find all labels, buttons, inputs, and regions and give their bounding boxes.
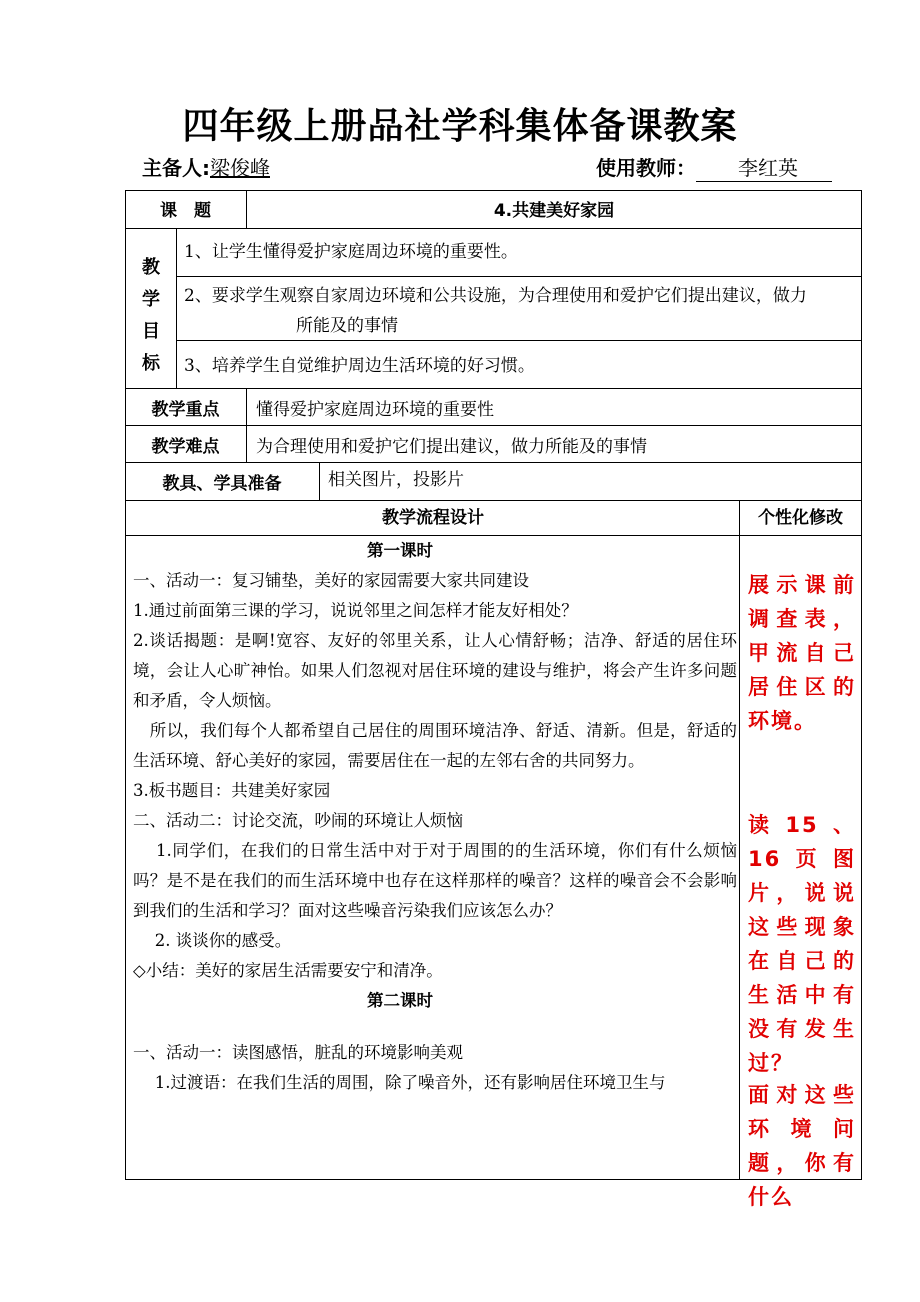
page-title: 四年级上册品社学科集体备课教案 <box>182 106 738 147</box>
topic-label: 课 题 <box>160 201 211 221</box>
goals-label-char: 目 <box>142 321 160 342</box>
activity-2-step-2: 2. 谈谈你的感受。 <box>133 931 292 950</box>
lesson2-activity-1-step-1: 1.过渡语：在我们生活的周围，除了噪音外，还有影响居住环境卫生与 <box>133 1073 666 1092</box>
lesson1-heading: 第一课时 <box>367 541 433 560</box>
flow-header: 教学流程设计 <box>382 508 484 528</box>
difficult-label: 教学难点 <box>151 437 220 457</box>
lesson2-activity-1: 一、活动一：读图感悟，脏乱的环境影响美观 <box>133 1043 463 1062</box>
teacher-line <box>596 152 832 182</box>
table-divider <box>739 500 740 1180</box>
preparer-label: 主备人: <box>142 156 210 180</box>
table-divider <box>176 228 177 388</box>
goal-2: 2、要求学生观察自家周边环境和公共设施，为合理使用和爱护它们提出建议，做力 <box>184 286 807 306</box>
table-divider <box>125 500 862 501</box>
activity-1: 一、活动一：复习铺垫，美好的家园需要大家共同建设 <box>133 571 529 590</box>
goals-label-char: 标 <box>142 353 160 374</box>
preparer-value: 梁俊峰 <box>210 156 270 180</box>
activity-2-step-1: 1.同学们，在我们的日常生活中对于对于周围的的生活环境，你们有什么烦恼吗？是不是在我们的而生活环境中也存在这样那样的噪音？这样的噪音会不会影响到我们的生活和学习？面对这些噪音污染我们应该怎么办？ <box>133 841 737 920</box>
tools-label: 教具、学具准备 <box>162 474 282 494</box>
table-divider <box>176 340 862 341</box>
table-divider <box>176 276 862 277</box>
goal-1: 1、让学生懂得爱护家庭周边环境的重要性。 <box>184 242 518 262</box>
activity-1-step-2: 2.谈话揭题：是啊!宽容、友好的邻里关系，让人心情舒畅；洁净、舒适的居住环境，会让人心旷神怡。如果人们忽视对居住环境的建设与维护，将会产生许多问题和矛盾，令人烦恼。 <box>133 631 737 710</box>
goals-label-char: 学 <box>142 289 160 310</box>
teacher-label: 使用教师： <box>596 156 696 180</box>
topic-value: 4.共建美好家园 <box>493 201 615 221</box>
goals-label-char: 教 <box>142 257 160 278</box>
key-label: 教学重点 <box>151 400 220 420</box>
tools-value: 相关图片，投影片 <box>328 470 464 490</box>
lesson2-heading: 第二课时 <box>367 991 433 1010</box>
table-divider <box>125 462 862 463</box>
table-divider <box>246 388 247 462</box>
table-divider <box>125 388 862 389</box>
activity-2: 二、活动二：讨论交流，吵闹的环境让人烦恼 <box>133 811 463 830</box>
teacher-value: 李红英 <box>696 152 832 182</box>
goal-2-cont: 所能及的事情 <box>296 316 398 336</box>
flow-content <box>133 536 737 1098</box>
table-divider <box>125 425 862 426</box>
summary: ◇小结：美好的家居生活需要安宁和清净。 <box>133 961 443 980</box>
custom-note-3: 面对这些环境问题，你有什么 <box>748 1083 856 1209</box>
difficult-value: 为合理使用和爱护它们提出建议，做力所能及的事情 <box>256 437 647 457</box>
key-value: 懂得爱护家庭周边环境的重要性 <box>256 400 494 420</box>
custom-note-2: 读15、16页图片，说说这些现象在自己的生活中有没有发生过？ <box>748 813 856 1075</box>
table-divider <box>125 228 862 229</box>
goals-label <box>127 252 175 380</box>
goal-3: 3、培养学生自觉维护周边生活环境的好习惯。 <box>184 356 535 376</box>
activity-1-step-1: 1.通过前面第三课的学习，说说邻里之间怎样才能友好相处？ <box>133 601 578 620</box>
custom-header: 个性化修改 <box>758 508 843 528</box>
activity-1-step-3: 3.板书题目：共建美好家园 <box>133 781 331 800</box>
activity-1-paragraph: 所以，我们每个人都希望自己居住的周围环境洁净、舒适、清新。但是，舒适的生活环境、舒心美好的家园，需要居住在一起的左邻右舍的共同努力。 <box>133 721 737 770</box>
table-divider <box>319 462 320 500</box>
custom-note-1: 展示课前调查表，甲流自己居住区的环境。 <box>748 573 856 733</box>
preparer-line <box>142 152 270 181</box>
